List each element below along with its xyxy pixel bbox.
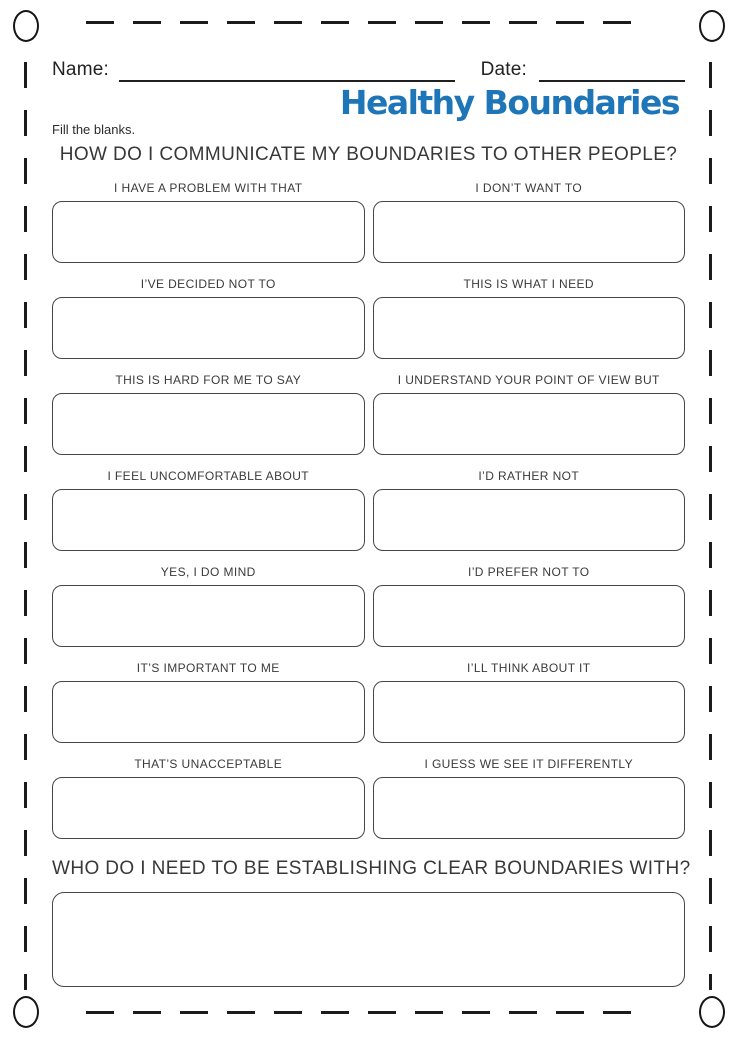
prompt-label: THAT’S UNACCEPTABLE	[134, 757, 283, 771]
prompt-label: I’VE DECIDED NOT TO	[140, 277, 276, 291]
corner-circle-bottom-left	[13, 996, 39, 1028]
prompt-cell	[52, 181, 365, 263]
name-input-line[interactable]	[119, 62, 455, 82]
prompt-cell	[373, 661, 686, 743]
answer-box[interactable]	[373, 201, 686, 263]
prompt-label: I GUESS WE SEE IT DIFFERENTLY	[424, 757, 634, 771]
right-dashed-border	[709, 62, 712, 990]
instruction-text: Fill the blanks.	[52, 122, 136, 137]
prompt-label: I HAVE A PROBLEM WITH THAT	[114, 181, 303, 195]
prompt-cell	[373, 373, 686, 455]
prompt-cell	[52, 373, 365, 455]
prompt-cell	[52, 565, 365, 647]
corner-circle-bottom-right	[699, 996, 725, 1028]
corner-circle-top-right	[699, 10, 725, 42]
prompt-label: IT’S IMPORTANT TO ME	[136, 661, 280, 675]
prompt-cell	[52, 277, 365, 359]
corner-circle-top-left	[13, 10, 39, 42]
prompt-cell	[52, 757, 365, 839]
prompt-label: I DON’T WANT TO	[475, 181, 583, 195]
boundaries-answer-box[interactable]	[52, 892, 685, 987]
left-dashed-border	[24, 62, 27, 990]
bottom-dashed-border	[86, 1011, 650, 1014]
answer-box[interactable]	[52, 681, 365, 743]
answer-box[interactable]	[52, 297, 365, 359]
prompts-grid	[52, 181, 685, 839]
prompt-label: THIS IS WHAT I NEED	[463, 277, 594, 291]
prompt-cell	[373, 181, 686, 263]
prompt-label: I’LL THINK ABOUT IT	[467, 661, 591, 675]
prompt-label: I FEEL UNCOMFORTABLE ABOUT	[107, 469, 310, 483]
prompt-cell	[52, 661, 365, 743]
answer-box[interactable]	[373, 777, 686, 839]
section-heading-establish: WHO DO I NEED TO BE ESTABLISHING CLEAR BOUNDARIES WITH?	[52, 858, 691, 879]
prompt-label: I’D PREFER NOT TO	[468, 565, 590, 579]
answer-box[interactable]	[373, 681, 686, 743]
prompt-label: YES, I DO MIND	[160, 565, 256, 579]
prompt-label: I UNDERSTAND YOUR POINT OF VIEW BUT	[397, 373, 660, 387]
answer-box[interactable]	[52, 201, 365, 263]
answer-box[interactable]	[373, 393, 686, 455]
name-date-row	[52, 56, 685, 82]
answer-box[interactable]	[373, 585, 686, 647]
answer-box[interactable]	[373, 297, 686, 359]
prompt-cell	[373, 757, 686, 839]
date-label: Date:	[480, 59, 527, 80]
prompt-label: I’D RATHER NOT	[478, 469, 580, 483]
worksheet-content	[52, 56, 691, 987]
prompt-cell	[52, 469, 365, 551]
worksheet-title: Healthy Boundaries	[339, 83, 679, 122]
answer-box[interactable]	[52, 393, 365, 455]
answer-box[interactable]	[52, 489, 365, 551]
prompt-cell	[373, 277, 686, 359]
prompt-cell	[373, 469, 686, 551]
name-label: Name:	[52, 59, 109, 80]
prompt-label: THIS IS HARD FOR ME TO SAY	[115, 373, 302, 387]
date-input-line[interactable]	[539, 62, 685, 82]
answer-box[interactable]	[373, 489, 686, 551]
top-dashed-border	[86, 21, 650, 24]
answer-box[interactable]	[52, 585, 365, 647]
answer-box[interactable]	[52, 777, 365, 839]
section-heading-communicate: HOW DO I COMMUNICATE MY BOUNDARIES TO OTHER PEOPLE?	[59, 144, 678, 165]
prompt-cell	[373, 565, 686, 647]
